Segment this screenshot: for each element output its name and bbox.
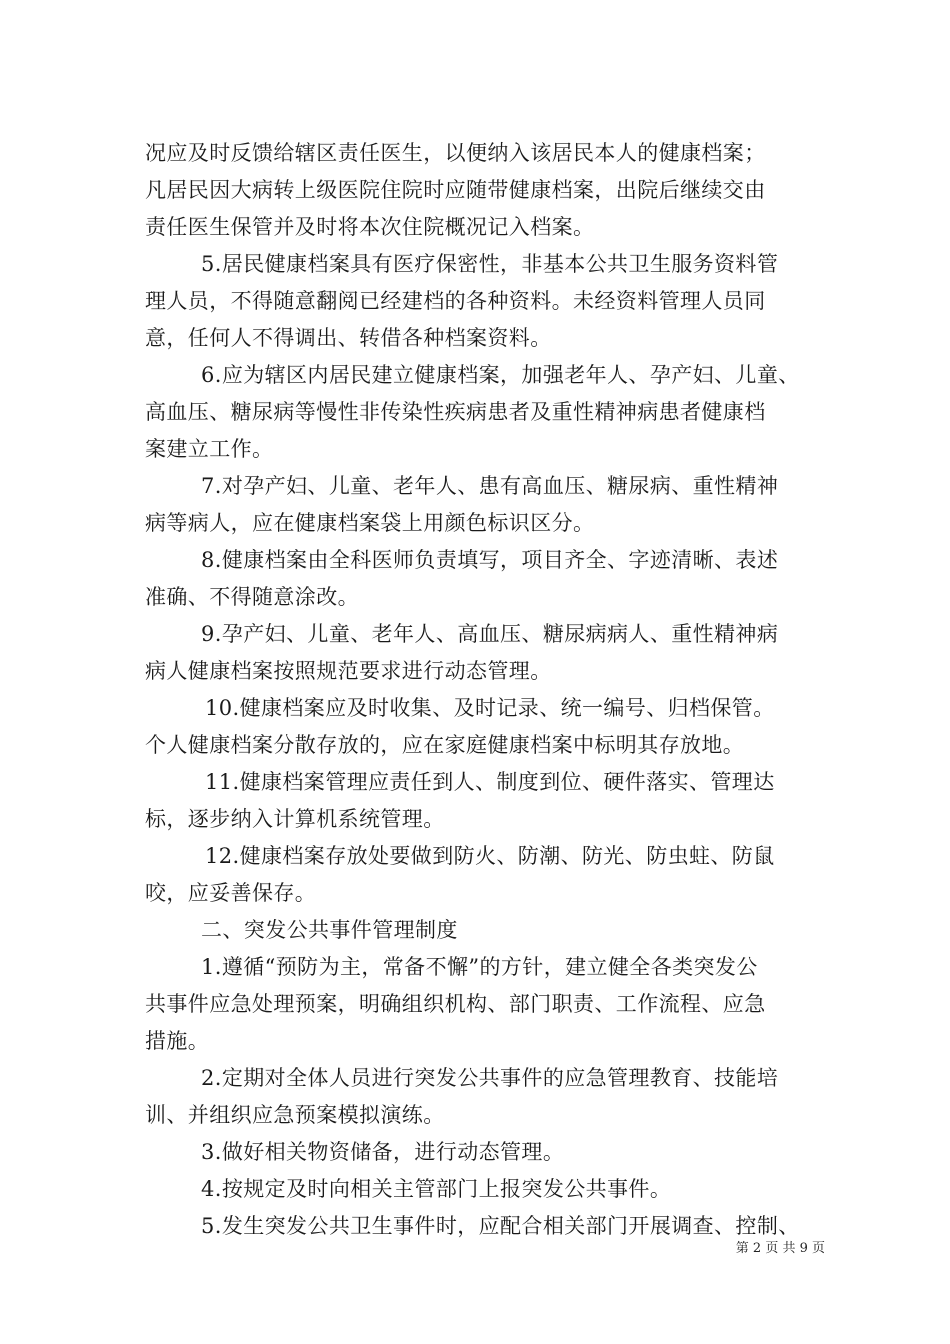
text-line: 病人健康档案按照规范要求进行动态管理。 [145,659,552,683]
text-line: 个人健康档案分散存放的，应在家庭健康档案中标明其存放地。 [145,733,745,757]
text-line: 理人员，不得随意翻阅已经建档的各种资料。未经资料管理人员同 [145,289,766,313]
paragraph-start: 6.应为辖区内居民建立健康档案，加强老年人、孕产妇、儿童、 [201,363,800,387]
document-body [145,135,825,1245]
text-line: 准确、不得随意涂改。 [145,585,359,609]
paragraph-start: 10.健康档案应及时收集、及时记录、统一编号、归档保管。 [205,696,775,720]
text-line: 况应及时反馈给辖区责任医生，以便纳入该居民本人的健康档案； [145,141,766,165]
text-line: 咬，应妥善保存。 [145,881,317,905]
paragraph-start: 8.健康档案由全科医师负责填写，项目齐全、字迹清晰、表述 [201,548,779,572]
text-line: 意，任何人不得调出、转借各种档案资料。 [145,326,552,350]
section-heading: 二、突发公共事件管理制度 [201,918,458,942]
paragraph-start: 4.按规定及时向相关主管部门上报突发公共事件。 [201,1177,672,1201]
paragraph-start: 5.发生突发公共卫生事件时，应配合相关部门开展调查、控制、 [201,1214,800,1238]
text-line: 高血压、糖尿病等慢性非传染性疾病患者及重性精神病患者健康档 [145,400,766,424]
paragraph-start: 5.居民健康档案具有医疗保密性，非基本公共卫生服务资料管 [201,252,779,276]
paragraph-start: 9.孕产妇、儿童、老年人、高血压、糖尿病病人、重性精神病 [201,622,779,646]
text-line: 共事件应急处理预案，明确组织机构、部门职责、工作流程、应急 [145,992,766,1016]
text-line: 病等病人，应在健康档案袋上用颜色标识区分。 [145,511,595,535]
text-line: 案建立工作。 [145,437,274,461]
page-number-footer: 第 2 页 共 9 页 [735,1241,825,1256]
paragraph-start: 2.定期对全体人员进行突发公共事件的应急管理教育、技能培 [201,1066,779,1090]
text-line: 凡居民因大病转上级医院住院时应随带健康档案，出院后继续交由 [145,178,766,202]
text-line: 标，逐步纳入计算机系统管理。 [145,807,445,831]
paragraph-start: 3.做好相关物资储备，进行动态管理。 [201,1140,565,1164]
paragraph-start: 11.健康档案管理应责任到人、制度到位、硬件落实、管理达 [205,770,775,794]
text-line: 措施。 [145,1029,210,1053]
paragraph-start: 7.对孕产妇、儿童、老年人、患有高血压、糖尿病、重性精神 [201,474,779,498]
text-line: 训、并组织应急预案模拟演练。 [145,1103,445,1127]
text-line: 责任医生保管并及时将本次住院概况记入档案。 [145,215,595,239]
paragraph-start: 12.健康档案存放处要做到防火、防潮、防光、防虫蛀、防鼠 [205,844,775,868]
paragraph-start: 1.遵循“预防为主，常备不懈”的方针，建立健全各类突发公 [201,955,758,979]
